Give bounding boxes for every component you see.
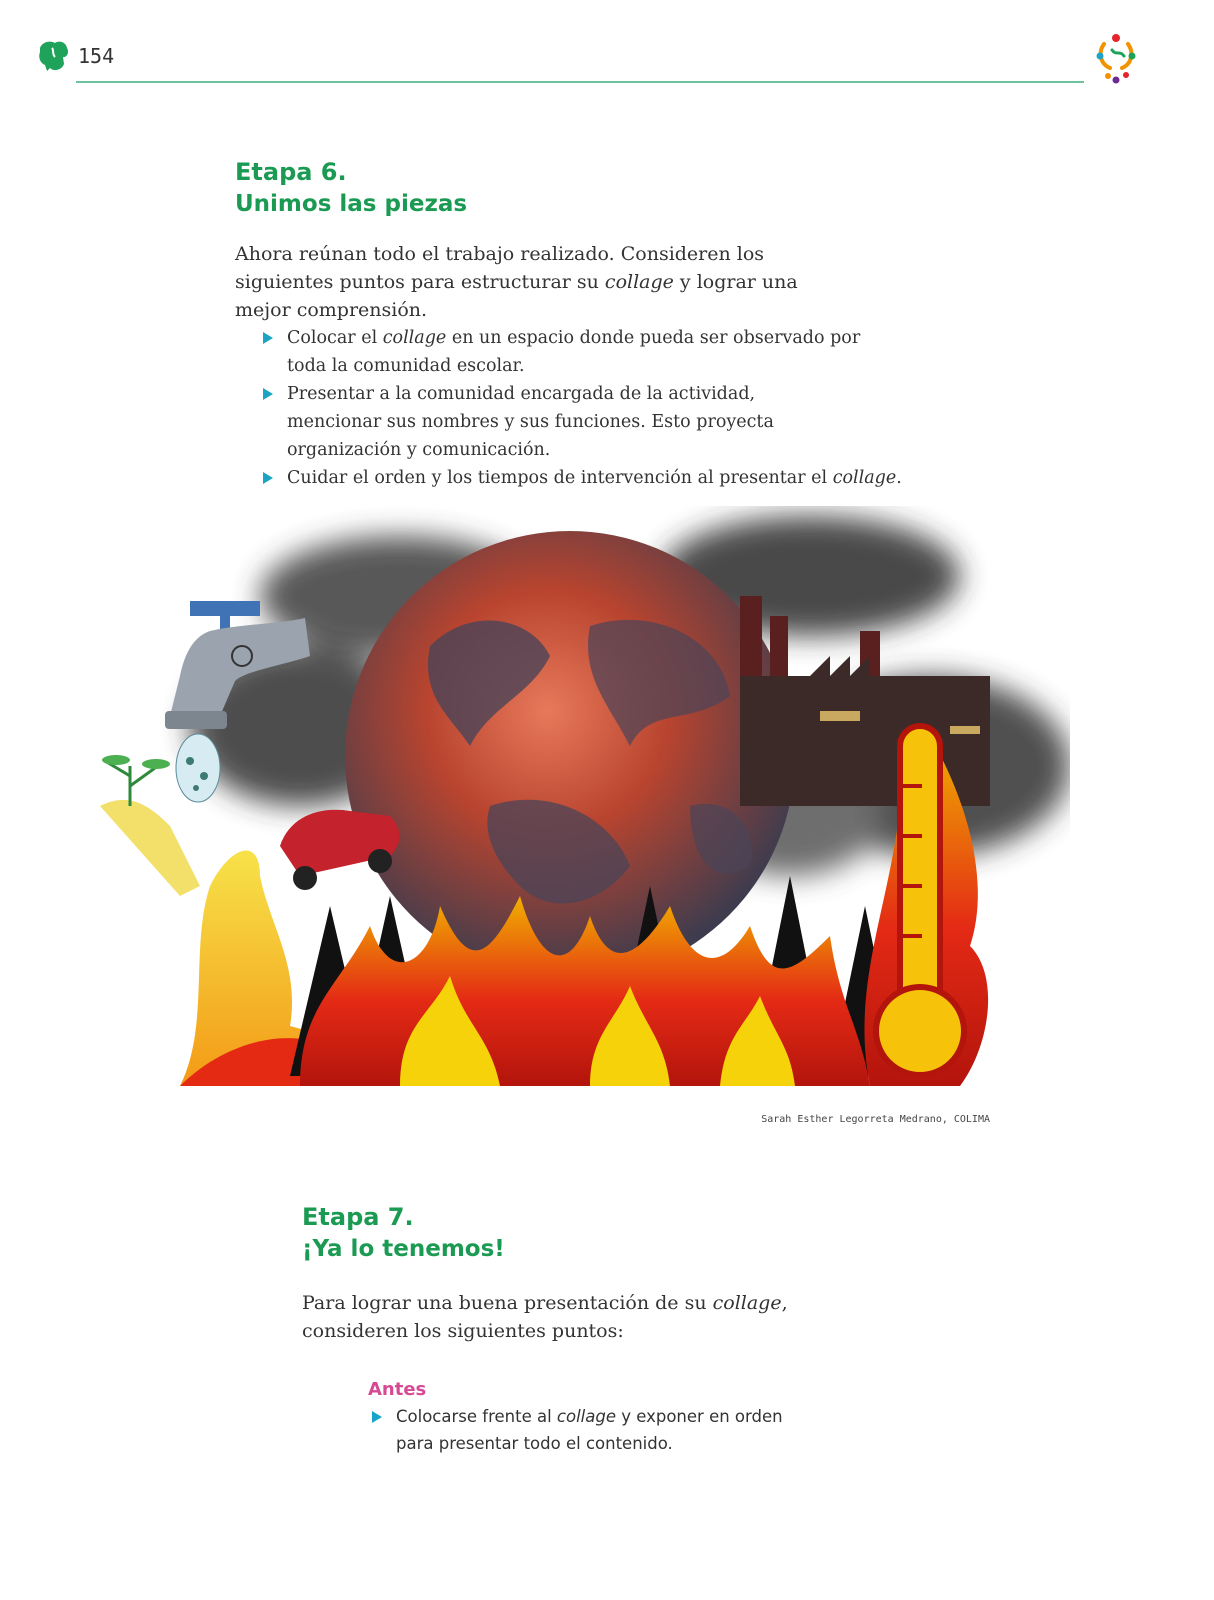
stage-7-intro: Para lograr una buena presentación de su collage, consideren los siguientes puntos:: [302, 1292, 788, 1342]
climate-collage-illustration: [70, 506, 1070, 1106]
stage-7-subheading: ¡Ya lo tenemos!: [302, 1236, 505, 1262]
list-item: Colocar el collage en un espacio donde pueda ser observado por toda la comunidad escolar.: [287, 324, 867, 380]
bullet-arrow-icon: [372, 1411, 382, 1423]
stage-6-subheading: Unimos las piezas: [235, 191, 468, 217]
book-logo-icon: [36, 38, 70, 74]
brand-figures-icon: [1090, 32, 1142, 84]
stage-6-heading: Etapa 6.: [235, 158, 347, 186]
stage-6-intro: Ahora reúnan todo el trabajo realizado. Consideren los siguientes puntos para estructurar su collage y lograr una mejor comprensión.: [235, 243, 798, 321]
antes-heading: Antes: [368, 1379, 427, 1400]
illustration-credit: Sarah Esther Legorreta Medrano, COLIMA: [761, 1114, 990, 1125]
antes-block: [368, 1377, 808, 1457]
bullet-arrow-icon: [263, 332, 273, 344]
list-item: Colocarse frente al collage y exponer en orden para presentar todo el contenido.: [396, 1403, 808, 1457]
page-number: 154: [78, 44, 115, 68]
stage-6-bullet-list: [235, 324, 935, 492]
header-rule: [76, 81, 1084, 83]
list-item: Presentar a la comunidad encargada de la actividad, mencionar sus nombres y sus funciones. Esto proyecta organización y comunicación.: [287, 380, 827, 464]
bullet-arrow-icon: [263, 472, 273, 484]
bullet-arrow-icon: [263, 388, 273, 400]
stage-6-section: [235, 156, 935, 492]
burning-earth-globe: [345, 531, 795, 981]
stage-7-heading: Etapa 7.: [302, 1203, 414, 1231]
list-item: Cuidar el orden y los tiempos de intervención al presentar el collage.: [287, 464, 927, 492]
antes-bullet-list: [368, 1403, 808, 1457]
stage-7-section: [302, 1201, 902, 1457]
